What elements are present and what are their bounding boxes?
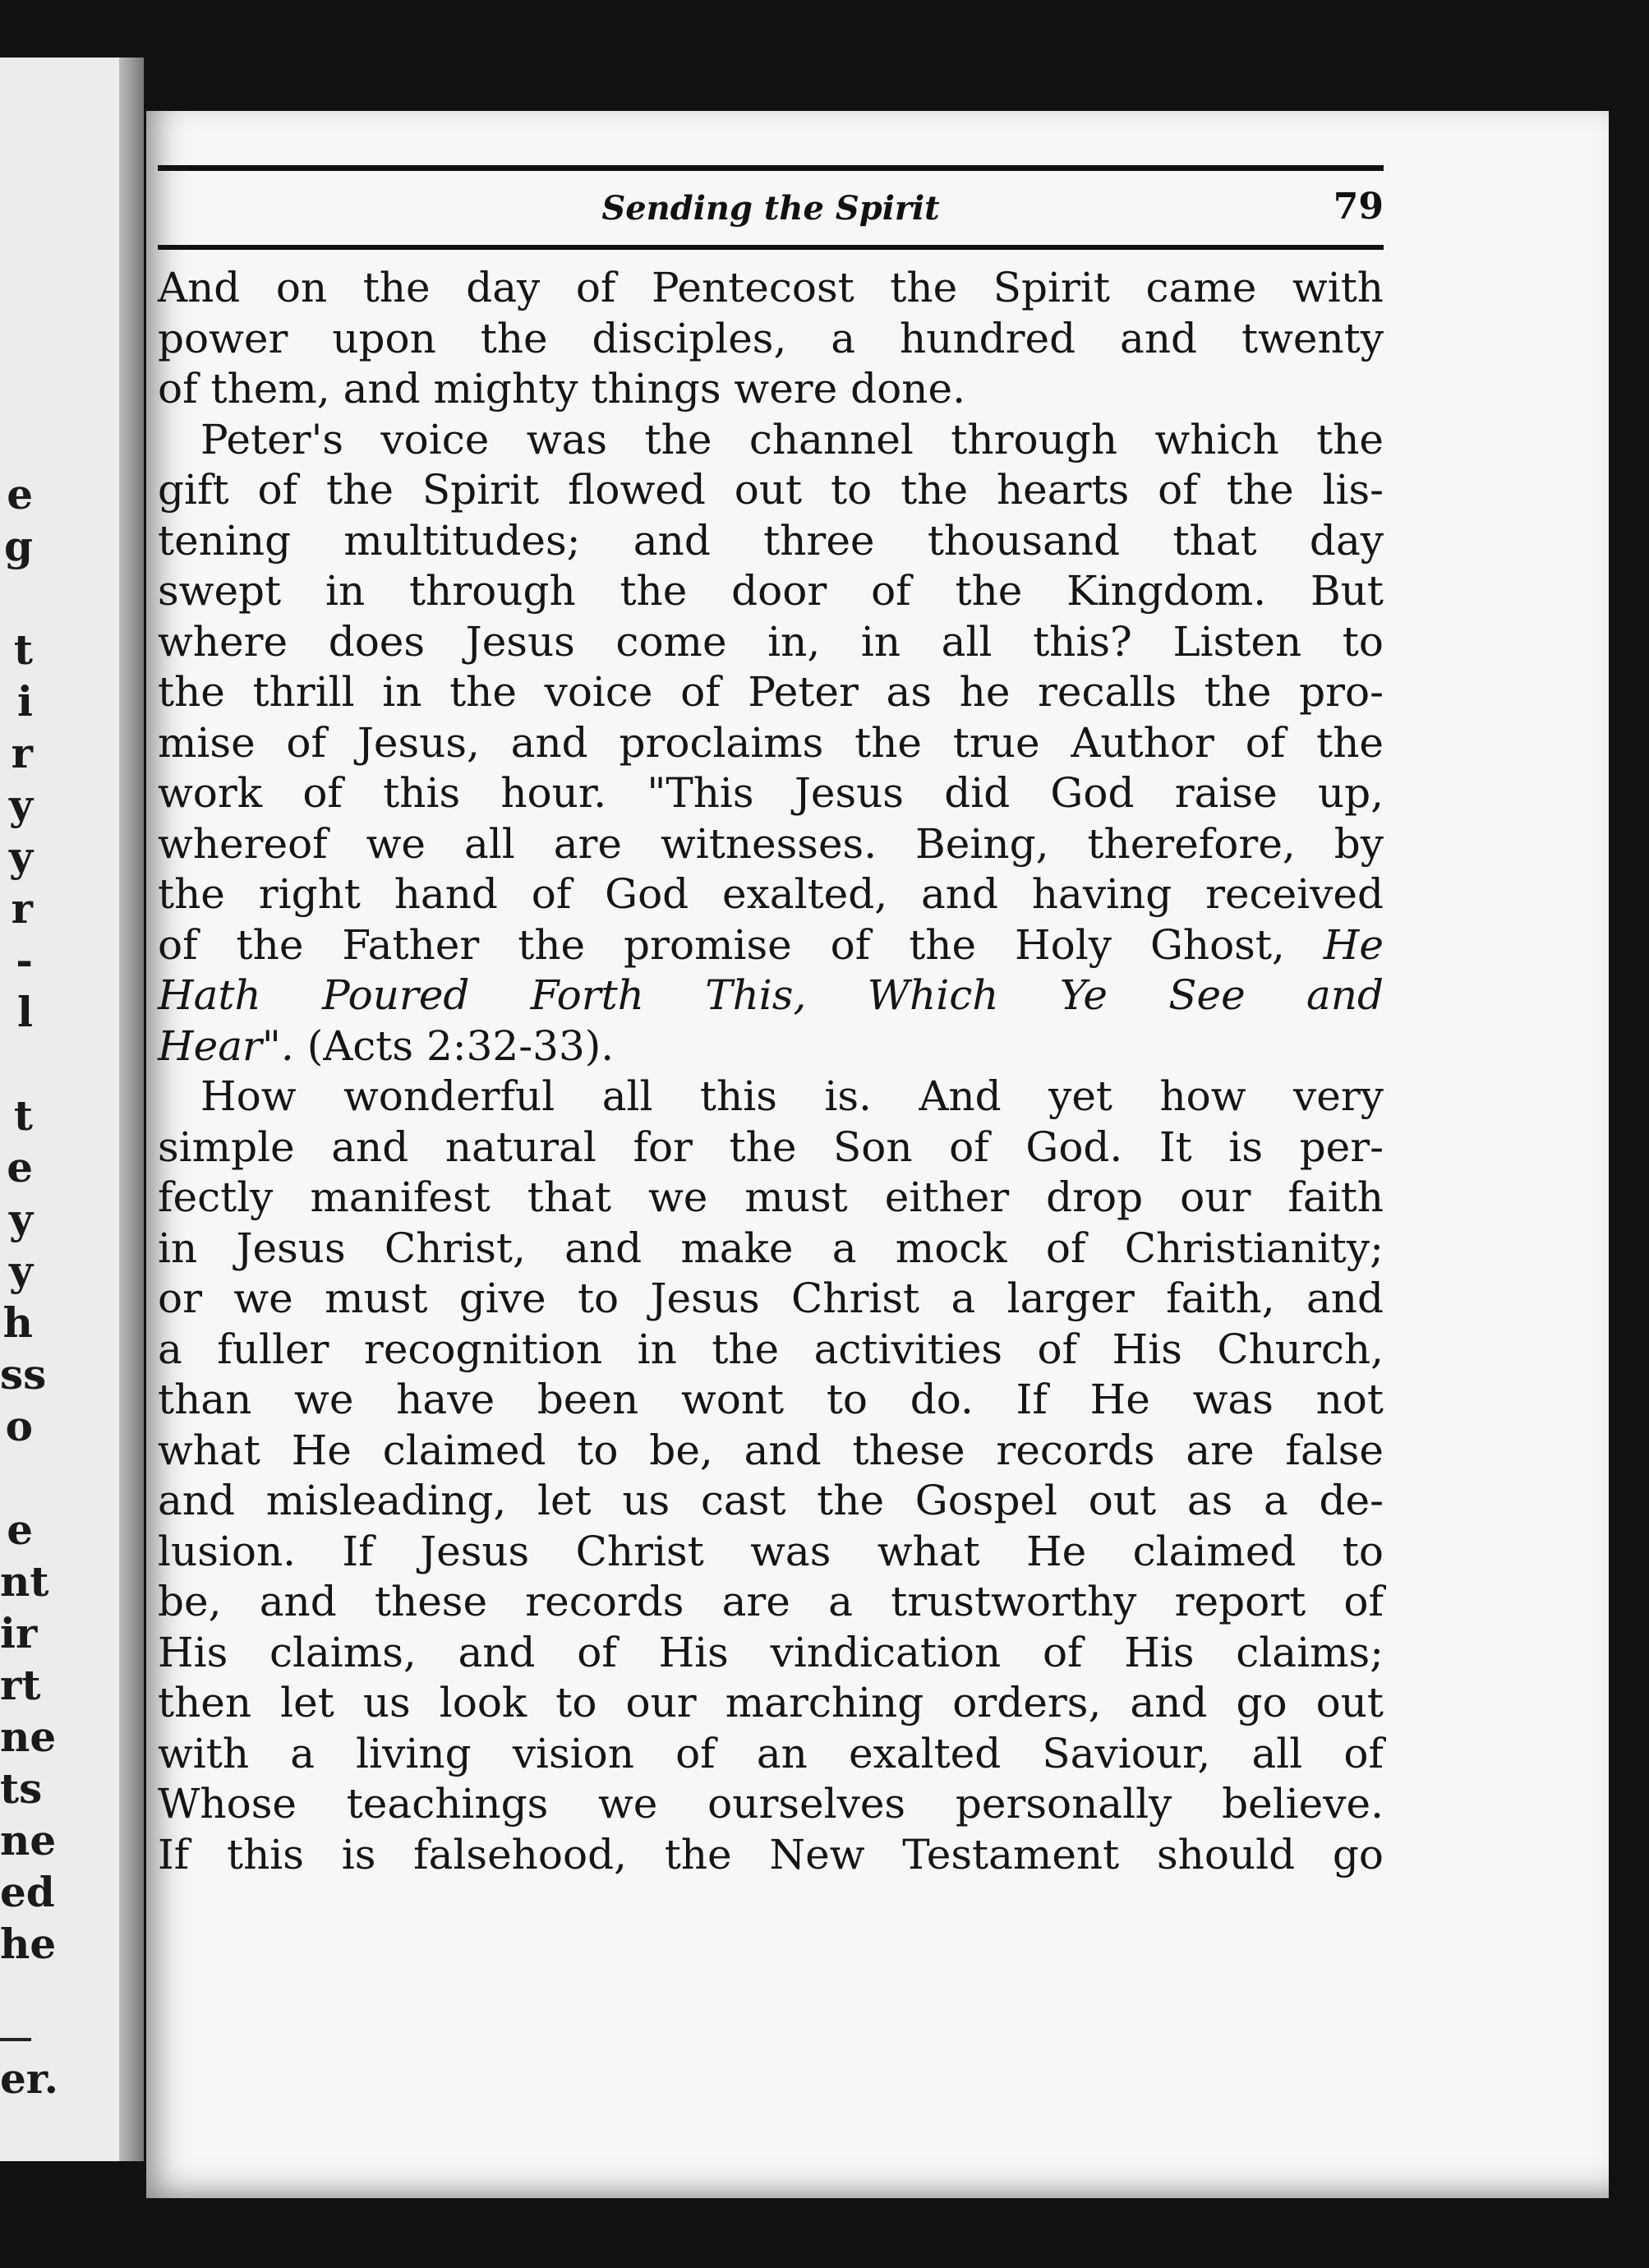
text-line [158,465,1384,516]
text-line [158,1325,1384,1376]
italic-span: He [1323,920,1384,969]
left-fragment: t [13,1091,33,1140]
text-line [158,667,1384,718]
text-line [158,415,1384,466]
text-line [158,314,1384,365]
line-text: be, and these records are a trustworthy report of [158,1578,1384,1625]
left-fragment: e [7,470,33,519]
text-line [158,617,1384,668]
text-line [158,970,1384,1021]
line-text: gift of the Spirit flowed out to the hearts of the lis- [158,466,1384,514]
left-fragment: y [8,1247,33,1295]
left-fragment: ed [0,1868,55,1916]
text-line [158,768,1384,819]
line-text: the thrill in the voice of Peter as he recalls the pro- [158,668,1384,716]
line-text: than we have been wont to do. If He was not [158,1376,1384,1423]
line-text: And on the day of Pentecost the Spirit came with [158,264,1384,311]
left-fragment: ne [0,1816,57,1865]
line-text: Whose teachings we ourselves personally believe. [158,1780,1384,1828]
text-line [158,819,1384,870]
line-text: His claims, and of His vindication of His claims; [158,1628,1384,1676]
running-title: Sending the Spirit [601,189,940,228]
text-line [158,1274,1384,1325]
text-line [158,1527,1384,1578]
italic-span: Hath Poured Forth This, Which Ye See and [158,971,1384,1019]
text-line [158,1426,1384,1477]
left-fragment: he [0,1920,57,1968]
left-fragment: ir [0,1609,38,1657]
left-fragment: r [11,884,33,933]
left-fragment: y [8,781,33,829]
text-line [158,1729,1384,1780]
left-fragment: e [7,1505,33,1554]
left-page-tail-fragment: er. [0,2054,58,2103]
text-line [158,1021,1384,1072]
text-line [158,1476,1384,1527]
text-line [158,869,1384,920]
text-line [158,920,1384,971]
left-fragment [0,1452,33,1504]
left-fragment: y [8,832,33,881]
line-text: a fuller recognition in the activities of His Church, [158,1325,1384,1373]
left-fragment: ss [0,1350,47,1399]
left-fragment: - [16,936,33,984]
italic-span: Hear". [158,1021,294,1070]
line-text: or we must give to Jesus Christ a larger faith, and [158,1275,1384,1322]
line-text: the right hand of God exalted, and having received [158,870,1384,918]
left-page-edge [0,58,144,2161]
line-text: of the Father the promise of the Holy Ghost, [158,920,1285,969]
left-page-text-fragments [0,468,57,1970]
line-text: lusion. If Jesus Christ was what He claimed to [158,1527,1384,1575]
left-fragment: ts [0,1764,43,1813]
line-text: tening multitudes; and three thousand that day [158,516,1384,565]
running-header [158,179,1384,238]
header-rule-bottom [158,245,1384,250]
left-fragment: ne [0,1713,57,1761]
left-fragment: t [13,625,33,674]
left-fragment: y [8,1195,33,1243]
line-text: Peter's voice was the channel through which the [200,415,1384,463]
line-text: then let us look to our marching orders, and go out [158,1679,1384,1726]
left-fragment: nt [0,1557,49,1606]
text-line [158,1678,1384,1729]
text-line [158,1072,1384,1122]
left-fragment: l [17,988,33,1036]
line-text: and misleading, let us cast the Gospel out as a de- [158,1477,1384,1524]
text-line [158,263,1384,314]
line-text: simple and natural for the Son of God. It is per- [158,1122,1384,1171]
line-text: If this is falsehood, the New Testament should go [158,1830,1384,1878]
left-fragment [0,572,33,624]
text-line [158,516,1384,567]
text-line [158,718,1384,769]
left-page-rule [0,2038,31,2041]
left-fragment: rt [0,1661,41,1709]
text-line [158,1779,1384,1830]
left-fragment: e [7,1143,33,1192]
text-line [158,1224,1384,1275]
text-line [158,1830,1384,1881]
line-text: work of this hour. "This Jesus did God raise up, [158,769,1384,817]
line-text: How wonderful all this is. And yet how very [200,1072,1384,1120]
line-text: whereof we all are witnesses. Being, therefore, by [158,819,1384,868]
text-line [158,1122,1384,1173]
line-text: swept in through the door of the Kingdom. But [158,567,1384,615]
page-number: 79 [1333,186,1384,228]
text-line [158,1577,1384,1628]
left-fragment: i [17,677,33,726]
left-fragment [0,1038,33,1090]
text-line [158,1173,1384,1224]
spine-shadow [119,58,144,2161]
text-line [158,364,1384,415]
line-text: of them, and mighty things were done. [158,365,965,413]
line-text: mise of Jesus, and proclaims the true Author of the [158,718,1384,767]
line-text: (Acts 2:32-33). [293,1021,615,1070]
line-text: in Jesus Christ, and make a mock of Christianity; [158,1224,1384,1272]
header-rule-top [158,165,1384,171]
left-fragment: r [11,729,33,777]
text-line [158,1375,1384,1426]
left-fragment: h [2,1298,33,1347]
left-fragment: g [4,522,33,570]
line-text: where does Jesus come in, in all this? Listen to [158,617,1384,666]
left-fragment: o [5,1402,33,1450]
text-line [158,566,1384,617]
line-text: power upon the disciples, a hundred and twenty [158,314,1384,362]
line-text: fectly manifest that we must either drop our faith [158,1173,1384,1221]
line-text: what He claimed to be, and these records are false [158,1426,1384,1474]
body-text [158,263,1384,1880]
line-text: with a living vision of an exalted Saviour, all of [158,1729,1384,1777]
text-line [158,1628,1384,1679]
